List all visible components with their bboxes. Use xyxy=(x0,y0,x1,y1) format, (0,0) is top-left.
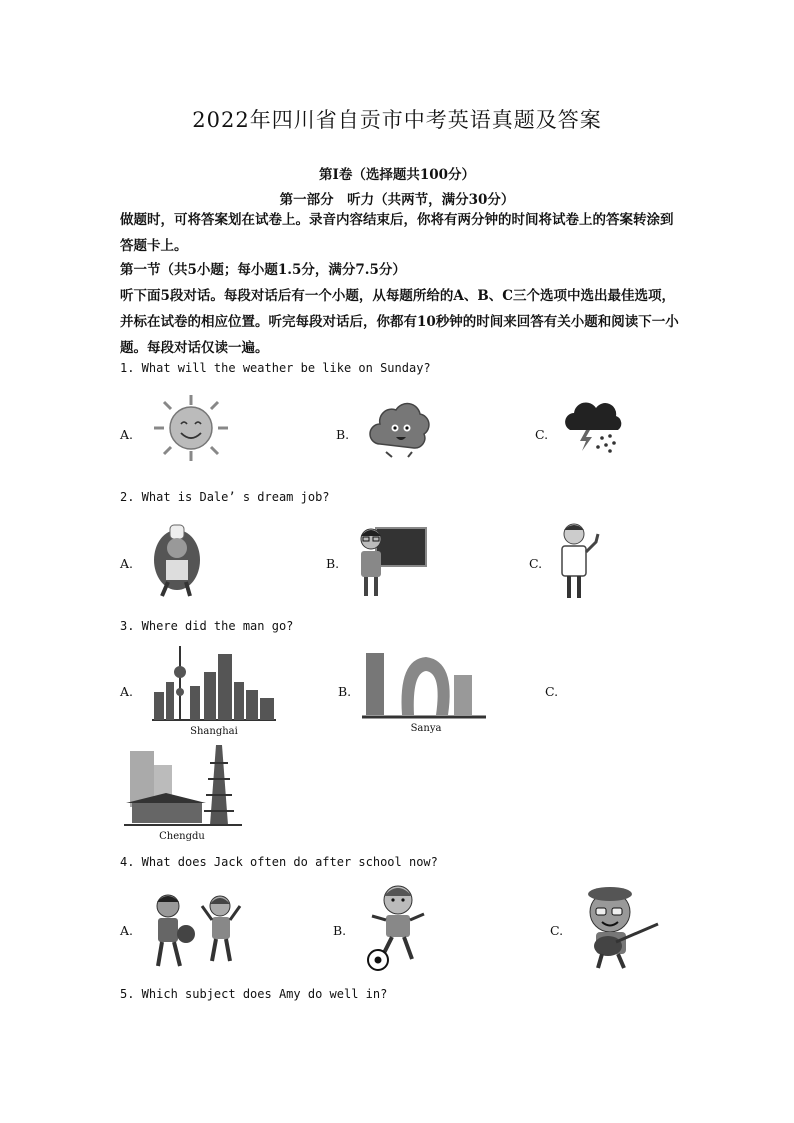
teacher-icon xyxy=(354,522,428,600)
part-heading: 第一部分 听力（共两节，满分30分） xyxy=(279,192,515,208)
shanghai-skyline-icon xyxy=(150,642,278,722)
question-2: 2. What is Dale’ s dream job? xyxy=(120,490,330,504)
q3-caption-shanghai: Shanghai xyxy=(190,726,238,737)
soccer-boy-icon xyxy=(366,882,428,972)
cloud-icon xyxy=(368,400,434,458)
page-title: 2022年四川省自贡市中考英语真题及答案 xyxy=(192,108,602,132)
chengdu-landmark-icon xyxy=(124,743,242,827)
q2-option-b[interactable]: B. xyxy=(326,556,340,571)
doctor-icon xyxy=(554,520,604,602)
volume-heading: 第Ⅰ卷（选择题共100分） xyxy=(319,167,475,183)
q3-option-a[interactable]: A. xyxy=(120,684,134,699)
q4-option-c[interactable]: C. xyxy=(550,923,564,938)
guitar-boy-icon xyxy=(578,884,662,972)
question-5: 5. Which subject does Amy do well in? xyxy=(120,987,388,1001)
q4-option-a[interactable]: A. xyxy=(120,923,134,938)
q3-caption-sanya: Sanya xyxy=(410,723,442,734)
sanya-landmark-icon xyxy=(362,645,486,719)
section-description: 听下面5段对话。每段对话后有一个小题，从每题所给的A、B、C三个选项中选出最佳选项，并标在试卷的相应位置。听完每段对话后，你都有10秒钟的时间来回答有关小题和阅读下一小题。每段对话仅读一遍。 xyxy=(120,288,679,356)
q3-caption-chengdu: Chengdu xyxy=(159,831,205,842)
question-3: 3. Where did the man go? xyxy=(120,619,294,633)
thunderstorm-icon xyxy=(562,402,626,454)
sun-icon xyxy=(150,393,232,463)
basketball-kids-icon xyxy=(150,888,246,972)
q1-option-c[interactable]: C. xyxy=(535,427,549,442)
q3-option-b[interactable]: B. xyxy=(338,684,352,699)
question-4: 4. What does Jack often do after school now? xyxy=(120,855,438,869)
q3-option-c[interactable]: C. xyxy=(545,684,559,699)
chef-icon xyxy=(150,522,202,602)
q2-option-c[interactable]: C. xyxy=(529,556,543,571)
q1-option-a[interactable]: A. xyxy=(120,427,134,442)
q2-option-a[interactable]: A. xyxy=(120,556,134,571)
q4-option-b[interactable]: B. xyxy=(333,923,347,938)
section-heading: 第一节（共5小题；每小题1.5分，满分7.5分） xyxy=(120,262,406,278)
question-1: 1. What will the weather be like on Sunday? xyxy=(120,361,431,375)
q1-option-b[interactable]: B. xyxy=(336,427,350,442)
instructions: 做题时，可将答案划在试卷上。录音内容结束后，你将有两分钟的时间将试卷上的答案转涂到答题卡上。 xyxy=(120,212,674,254)
